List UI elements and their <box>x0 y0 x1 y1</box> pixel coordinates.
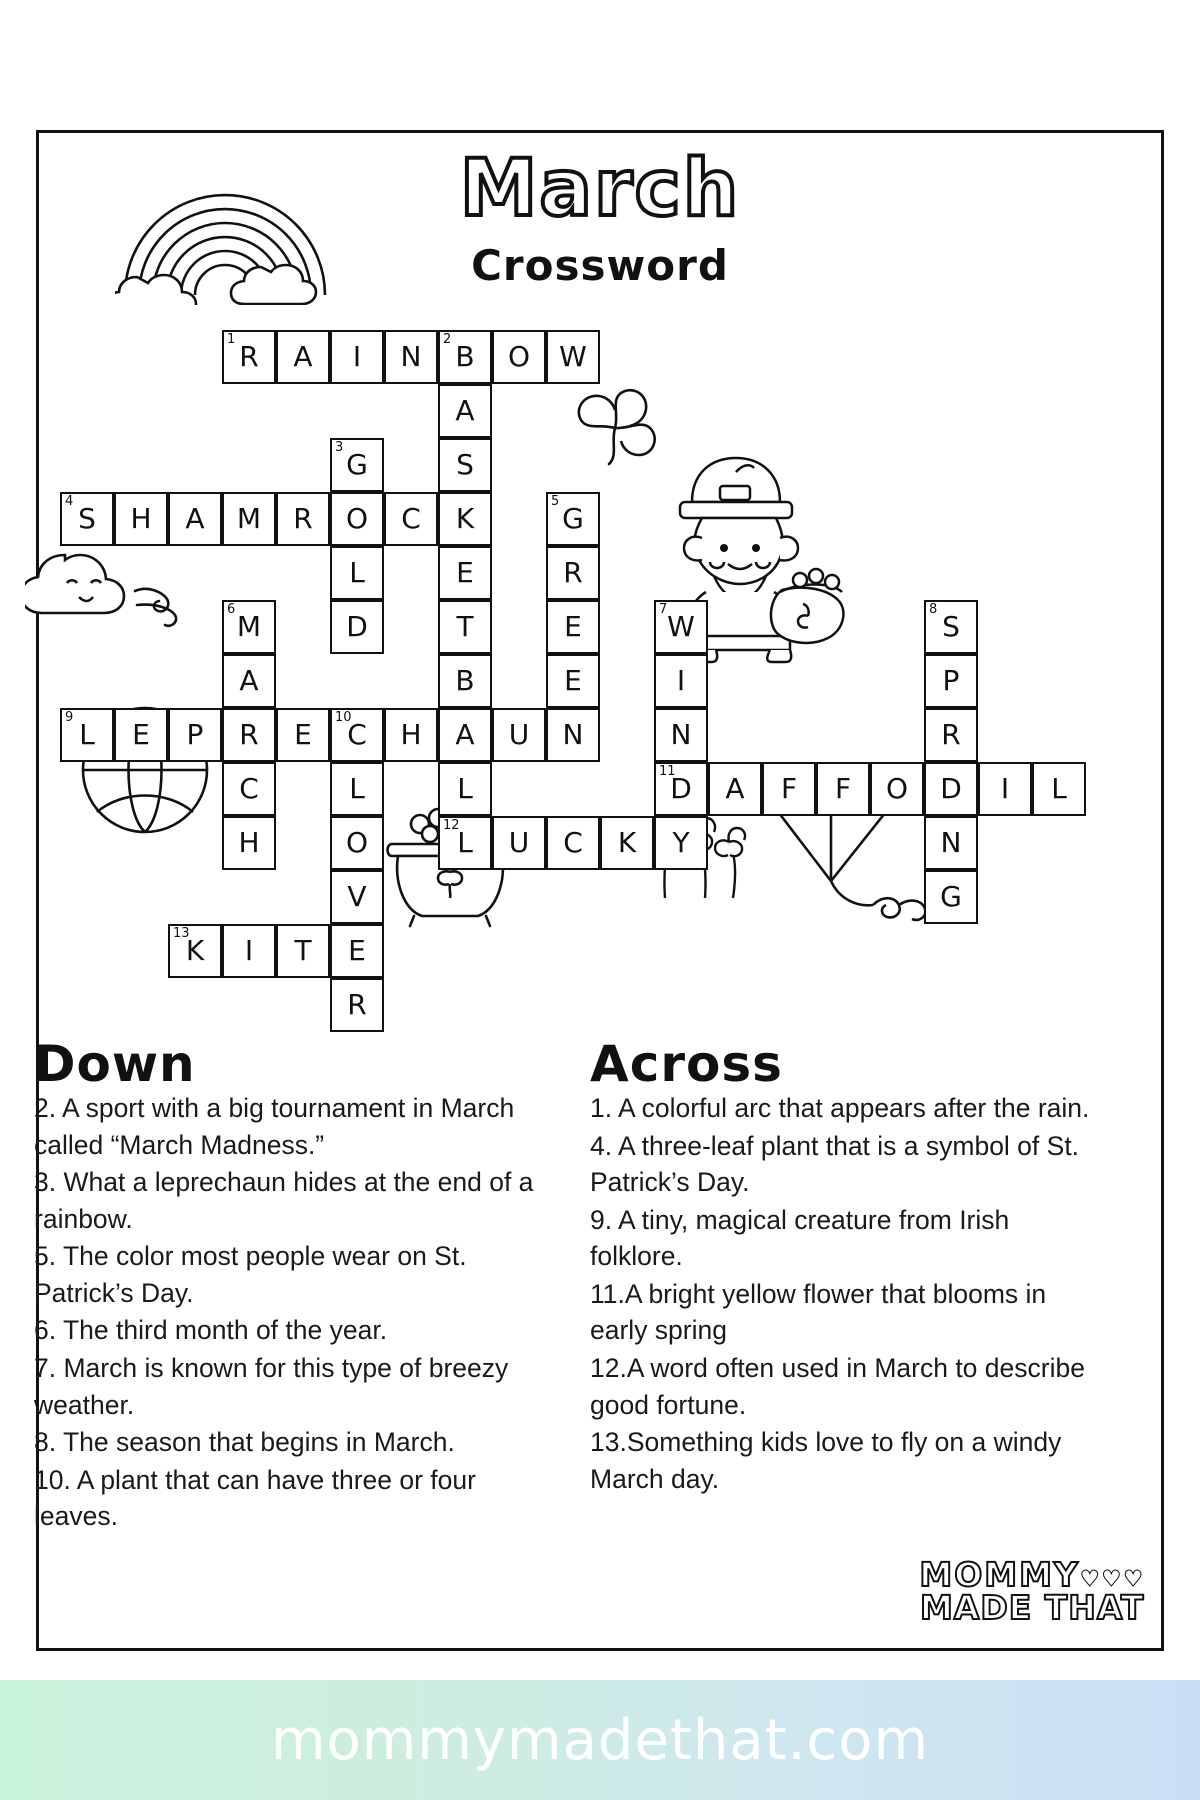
crossword-cell[interactable] <box>546 708 600 762</box>
crossword-cell[interactable] <box>924 870 978 924</box>
crossword-cell[interactable] <box>546 330 600 384</box>
down-clue: 3. What a leprechaun hides at the end of a rainbow. <box>34 1167 534 1234</box>
cell-letter: S <box>78 502 96 535</box>
across-clue-list <box>590 1090 1100 1498</box>
crossword-cell[interactable] <box>222 492 276 546</box>
cell-letter: I <box>244 934 254 967</box>
crossword-cell[interactable] <box>924 762 978 816</box>
cell-letter: L <box>349 772 365 805</box>
cell-letter: W <box>667 610 695 643</box>
crossword-cell[interactable] <box>222 654 276 708</box>
cell-letter: P <box>186 718 204 751</box>
crossword-cell[interactable] <box>438 330 492 384</box>
crossword-grid <box>60 330 1140 1050</box>
crossword-cell[interactable] <box>438 600 492 654</box>
crossword-cell[interactable] <box>114 492 168 546</box>
crossword-cell[interactable] <box>168 492 222 546</box>
crossword-cell[interactable] <box>1032 762 1086 816</box>
down-clue: 6. The third month of the year. <box>34 1315 388 1346</box>
crossword-cell[interactable] <box>438 438 492 492</box>
crossword-cell[interactable] <box>330 492 384 546</box>
cell-letter: R <box>239 718 259 751</box>
rainbow-with-clouds-icon <box>115 145 340 305</box>
cell-letter: O <box>345 502 369 535</box>
across-clue: 12.A word often used in March to describe good fortune. <box>590 1352 1085 1420</box>
down-clue: 5. The color most people wear on St. Patrick’s Day. <box>34 1241 467 1308</box>
cell-number: 12 <box>443 818 460 833</box>
logo-hearts: ♥♥♥ <box>1079 1566 1145 1592</box>
cell-number: 8 <box>929 602 938 617</box>
crossword-cell[interactable] <box>438 384 492 438</box>
cell-letter: I <box>676 664 686 697</box>
cell-letter: C <box>401 502 421 535</box>
cell-letter: B <box>455 340 475 373</box>
cell-letter: A <box>185 502 205 535</box>
crossword-cell[interactable] <box>600 816 654 870</box>
cell-letter: C <box>563 826 583 859</box>
cell-letter: P <box>942 664 960 697</box>
crossword-cell[interactable] <box>924 654 978 708</box>
cell-number: 2 <box>443 332 452 347</box>
cell-number: 5 <box>551 494 560 509</box>
cell-letter: A <box>239 664 259 697</box>
crossword-cell[interactable] <box>222 762 276 816</box>
cell-letter: A <box>455 394 475 427</box>
cell-letter: E <box>456 556 474 589</box>
cell-letter: D <box>346 610 368 643</box>
cell-letter: O <box>345 826 369 859</box>
cell-letter: R <box>563 556 583 589</box>
crossword-cell[interactable] <box>222 330 276 384</box>
cell-letter: G <box>562 502 584 535</box>
down-heading: Down <box>34 1035 196 1093</box>
logo-line-2: MADE THAT <box>919 1588 1145 1628</box>
cell-letter: O <box>885 772 909 805</box>
cell-letter: L <box>349 556 365 589</box>
down-clue: 7. March is known for this type of breezy weather. <box>34 1352 509 1420</box>
crossword-cell[interactable] <box>654 816 708 870</box>
across-clue: 13.Something kids love to fly on a windy March day. <box>590 1427 1062 1494</box>
cell-letter: U <box>508 826 530 859</box>
crossword-cell[interactable] <box>384 330 438 384</box>
cell-letter: H <box>400 718 422 751</box>
cell-letter: L <box>1051 772 1067 805</box>
cell-letter: I <box>352 340 362 373</box>
cell-letter: C <box>239 772 259 805</box>
crossword-cell[interactable] <box>546 546 600 600</box>
cell-number: 11 <box>659 764 676 779</box>
across-heading: Across <box>590 1035 783 1093</box>
cell-letter: G <box>346 448 368 481</box>
crossword-cell[interactable] <box>870 762 924 816</box>
crossword-cell[interactable] <box>330 816 384 870</box>
cell-number: 10 <box>335 710 352 725</box>
down-clue: 2. A sport with a big tournament in March called “March Madness.” <box>34 1093 515 1160</box>
cell-letter: M <box>236 610 262 643</box>
crossword-cell[interactable] <box>546 816 600 870</box>
crossword-cell[interactable] <box>276 492 330 546</box>
cell-letter: Y <box>672 826 690 859</box>
crossword-cell[interactable] <box>492 708 546 762</box>
crossword-cell[interactable] <box>330 438 384 492</box>
cell-letter: N <box>562 718 584 751</box>
logo-line-1: MOMMY <box>919 1554 1080 1594</box>
down-clue-list <box>34 1090 544 1536</box>
crossword-cell[interactable] <box>222 600 276 654</box>
banner-url: mommymadethat.com <box>270 1707 930 1773</box>
crossword-cell[interactable] <box>168 708 222 762</box>
crossword-cell[interactable] <box>546 600 600 654</box>
cell-letter: H <box>238 826 260 859</box>
crossword-cell[interactable] <box>276 708 330 762</box>
crossword-cell[interactable] <box>924 816 978 870</box>
crossword-cell[interactable] <box>546 654 600 708</box>
cell-letter: W <box>559 340 587 373</box>
crossword-cell[interactable] <box>816 762 870 816</box>
crossword-cell[interactable] <box>438 762 492 816</box>
crossword-cell[interactable] <box>330 708 384 762</box>
crossword-cell[interactable] <box>654 762 708 816</box>
cell-letter: D <box>670 772 692 805</box>
crossword-cell[interactable] <box>114 708 168 762</box>
cell-number: 7 <box>659 602 668 617</box>
crossword-cell[interactable] <box>222 816 276 870</box>
crossword-cell[interactable] <box>384 708 438 762</box>
crossword-cell[interactable] <box>276 330 330 384</box>
cell-letter: K <box>185 934 205 967</box>
cell-number: 4 <box>65 494 74 509</box>
crossword-cell[interactable] <box>330 978 384 1032</box>
cell-letter: D <box>940 772 962 805</box>
cell-letter: N <box>940 826 962 859</box>
crossword-cell[interactable] <box>762 762 816 816</box>
across-clue: 9. A tiny, magical creature from Irish folklore. <box>590 1204 1010 1272</box>
crossword-cell[interactable] <box>330 762 384 816</box>
crossword-cell[interactable] <box>924 600 978 654</box>
crossword-cell[interactable] <box>330 330 384 384</box>
cell-letter: S <box>456 448 474 481</box>
cell-letter: L <box>457 772 473 805</box>
cell-number: 6 <box>227 602 236 617</box>
cell-letter: L <box>79 718 95 751</box>
crossword-cell[interactable] <box>708 762 762 816</box>
cell-letter: O <box>507 340 531 373</box>
cell-letter: K <box>455 502 475 535</box>
crossword-cell[interactable] <box>60 492 114 546</box>
across-clue: 4. A three-leaf plant that is a symbol of St. Patrick’s Day. <box>590 1130 1080 1198</box>
cell-letter: H <box>130 502 152 535</box>
cell-letter: V <box>347 880 367 913</box>
down-clue: 8. The season that begins in March. <box>34 1427 455 1458</box>
cell-letter: S <box>942 610 960 643</box>
crossword-cell[interactable] <box>384 492 438 546</box>
cell-letter: E <box>348 934 366 967</box>
cell-letter: A <box>725 772 745 805</box>
crossword-cell[interactable] <box>978 762 1032 816</box>
across-clue: 1. A colorful arc that appears after the rain. <box>590 1093 1090 1123</box>
across-clue: 11.A bright yellow flower that blooms in early spring <box>590 1278 1047 1346</box>
crossword-cell[interactable] <box>168 924 222 978</box>
crossword-cell[interactable] <box>276 924 330 978</box>
page-title: March <box>459 144 741 234</box>
crossword-cell[interactable] <box>492 816 546 870</box>
cell-letter: A <box>455 718 475 751</box>
cell-letter: F <box>834 772 852 805</box>
cell-letter: A <box>293 340 313 373</box>
cell-letter: R <box>347 988 367 1021</box>
cell-number: 1 <box>227 332 236 347</box>
cell-letter: E <box>294 718 312 751</box>
crossword-cell[interactable] <box>438 654 492 708</box>
site-banner <box>0 1680 1200 1800</box>
cell-letter: F <box>780 772 798 805</box>
crossword-cell[interactable] <box>492 330 546 384</box>
crossword-cell[interactable] <box>438 816 492 870</box>
cell-letter: N <box>400 340 422 373</box>
page-subtitle: Crossword <box>471 241 729 290</box>
cell-letter: L <box>457 826 473 859</box>
cell-letter: I <box>1000 772 1010 805</box>
down-clue: 10. A plant that can have three or four leaves. <box>34 1464 476 1532</box>
crossword-cell[interactable] <box>654 654 708 708</box>
cell-letter: B <box>455 664 475 697</box>
cell-letter: T <box>456 610 474 643</box>
cell-letter: E <box>132 718 150 751</box>
cell-number: 9 <box>65 710 74 725</box>
crossword-cell[interactable] <box>330 600 384 654</box>
crossword-cell[interactable] <box>924 708 978 762</box>
cell-letter: E <box>564 610 582 643</box>
cell-letter: U <box>508 718 530 751</box>
cell-letter: R <box>293 502 313 535</box>
cell-letter: G <box>940 880 962 913</box>
crossword-cell[interactable] <box>330 924 384 978</box>
cell-letter: N <box>670 718 692 751</box>
crossword-cell[interactable] <box>546 492 600 546</box>
cell-letter: R <box>941 718 961 751</box>
crossword-cell[interactable] <box>654 600 708 654</box>
crossword-cell[interactable] <box>222 708 276 762</box>
cell-letter: C <box>347 718 367 751</box>
cell-letter: R <box>239 340 259 373</box>
cell-number: 13 <box>173 926 190 941</box>
cell-letter: M <box>236 502 262 535</box>
cell-letter: K <box>617 826 637 859</box>
crossword-cell[interactable] <box>60 708 114 762</box>
cell-letter: E <box>564 664 582 697</box>
crossword-cell[interactable] <box>330 546 384 600</box>
crossword-cell[interactable] <box>438 492 492 546</box>
crossword-cell[interactable] <box>222 924 276 978</box>
crossword-cell[interactable] <box>438 546 492 600</box>
brand-logo <box>919 1554 1145 1628</box>
crossword-cell[interactable] <box>330 870 384 924</box>
cell-number: 3 <box>335 440 344 455</box>
crossword-cell[interactable] <box>654 708 708 762</box>
crossword-cell[interactable] <box>438 708 492 762</box>
cell-letter: T <box>294 934 312 967</box>
